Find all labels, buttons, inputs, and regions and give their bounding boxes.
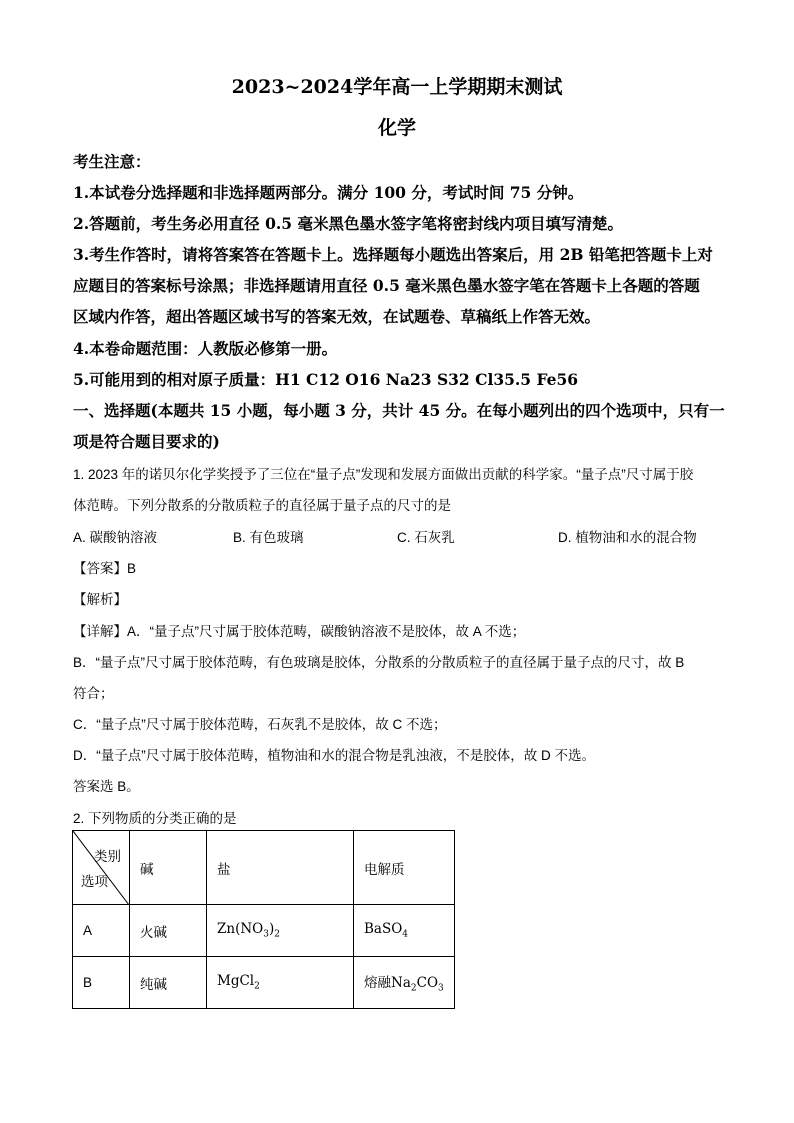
note-3-line-1: 3.考生作答时，请将答案答在答题卡上。选择题每小题选出答案后，用 2B 铅笔把答题卡上对 xyxy=(73,245,713,264)
q1-option-b: B. 有色玻璃 xyxy=(233,530,304,545)
q1-stem-line-2: 体范畴。下列分散系的分散质粒子的直径属于量子点的尺寸的是 xyxy=(73,498,451,513)
answer-label: 【答案】 xyxy=(73,561,127,576)
row-a-salt-close: ) xyxy=(268,921,275,938)
diagonal-line xyxy=(73,831,129,905)
row-a-salt-group: (NO xyxy=(235,921,264,938)
header-salt: 盐 xyxy=(207,831,354,905)
note-1: 1.本试卷分选择题和非选择题两部分。满分 100 分，考试时间 75 分钟。 xyxy=(73,183,584,202)
note-3-line-2: 应题目的答案标号涂黑；非选择题请用直径 0.5 毫米黑色墨水签字笔在答题卡上各题的答题 xyxy=(73,276,700,295)
row-b-base: 纯碱 xyxy=(130,957,207,1009)
answer-value: B xyxy=(127,561,137,576)
q1-analysis-label: 【解析】 xyxy=(73,592,127,607)
q2-classification-table xyxy=(72,830,455,1009)
note-5: 5.可能用到的相对原子质量：H1 C12 O16 Na23 S32 Cl35.5 Fe56 xyxy=(73,370,579,389)
row-a-electrolyte-main: BaSO xyxy=(364,921,403,938)
q1-detail-4: D．“量子点”尺寸属于胶体范畴，植物油和水的混合物是乳浊液，不是胶体，故 D 不选。 xyxy=(73,748,595,763)
row-b-salt xyxy=(207,957,354,1009)
row-a-salt xyxy=(207,905,354,957)
section-heading-line-1: 一、选择题(本题共 15 小题，每小题 3 分，共计 45 分。在每小题列出的四个选项中，只有一 xyxy=(73,401,725,420)
row-a-option: A xyxy=(73,905,130,957)
table-corner-cell xyxy=(73,831,130,905)
q1-answer xyxy=(73,557,136,577)
q1-detail-1 xyxy=(73,620,525,640)
q1-option-a: A. 碳酸钠溶液 xyxy=(73,530,158,545)
header-electrolyte: 电解质 xyxy=(354,831,455,905)
q1-conclusion: 答案选 B。 xyxy=(73,779,140,794)
q2-stem: 2. 下列物质的分类正确的是 xyxy=(73,811,237,826)
section-heading-line-2: 项是符合题目要求的) xyxy=(73,432,220,451)
exam-subject: 化学 xyxy=(377,117,416,139)
exam-title: 2023~2024学年高一上学期期末测试 xyxy=(231,76,563,98)
notes-heading: 考生注意： xyxy=(73,152,151,171)
row-b-salt-sub1: 2 xyxy=(254,981,260,992)
row-a-electrolyte-sub: 4 xyxy=(402,929,409,940)
row-b-electrolyte-sub: 2 xyxy=(410,983,417,994)
row-a-salt-sub1: 3 xyxy=(263,929,269,940)
q1-detail-2-line-2: 符合； xyxy=(73,686,114,701)
corner-bottom-label: 选项 xyxy=(81,874,108,889)
table-header-row xyxy=(73,831,455,905)
row-b-electrolyte-main: Na xyxy=(391,975,411,992)
row-b-salt-main: MgCl xyxy=(217,973,255,990)
row-b-electrolyte xyxy=(354,957,455,1009)
row-a-base: 火碱 xyxy=(130,905,207,957)
note-2: 2.答题前，考生务必用直径 0.5 毫米黑色墨水签字笔将密封线内项目填写清楚。 xyxy=(73,214,623,233)
row-b-electrolyte-main2: CO xyxy=(416,975,439,992)
detail-1-text: A．“量子点”尺寸属于胶体范畴，碳酸钠溶液不是胶体，故 A 不选； xyxy=(127,624,526,639)
table-row xyxy=(73,957,455,1009)
note-4: 4.本卷命题范围：人教版必修第一册。 xyxy=(73,339,338,358)
note-3-line-3: 区域内作答，超出答题区域书写的答案无效，在试题卷、草稿纸上作答无效。 xyxy=(73,307,601,326)
detail-label: 【详解】 xyxy=(73,624,127,639)
header-base: 碱 xyxy=(130,831,207,905)
q1-option-c: C. 石灰乳 xyxy=(397,530,455,545)
q1-stem-line-1: 1. 2023 年的诺贝尔化学奖授予了三位在“量子点”发现和发展方面做出贡献的科学家。“量子点”尺寸属于胶 xyxy=(73,467,694,482)
q1-detail-3: C．“量子点”尺寸属于胶体范畴，石灰乳不是胶体，故 C 不选； xyxy=(73,717,447,732)
table-row xyxy=(73,905,455,957)
q1-detail-2-line-1: B．“量子点”尺寸属于胶体范畴，有色玻璃是胶体，分散系的分散质粒子的直径属于量子点的尺寸，故 B xyxy=(73,655,685,670)
row-a-salt-main: Zn xyxy=(217,921,236,938)
corner-top-label: 类别 xyxy=(94,849,121,864)
q1-option-d: D. 植物油和水的混合物 xyxy=(558,530,697,545)
row-b-option: B xyxy=(73,957,130,1009)
row-a-electrolyte xyxy=(354,905,455,957)
row-a-salt-sub2: 2 xyxy=(274,929,280,940)
row-b-electrolyte-sub2: 3 xyxy=(438,983,444,994)
row-b-electrolyte-prefix: 熔融 xyxy=(364,975,391,991)
